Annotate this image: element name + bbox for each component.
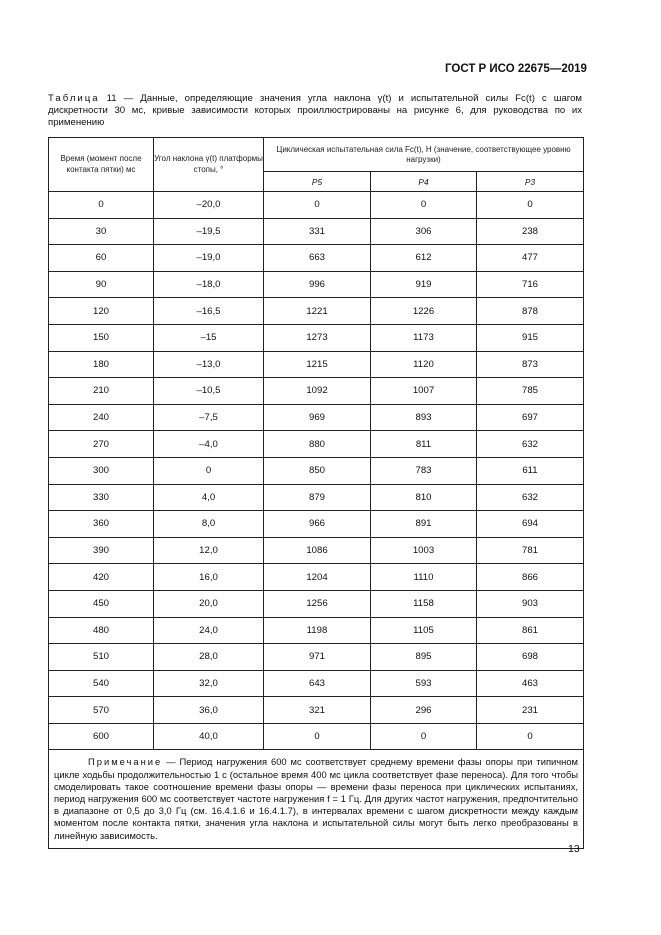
cell-time: 90 [49,271,154,298]
table-note [49,750,584,848]
cell-force-p5: 1215 [264,351,371,378]
cell-force-p5: 971 [264,644,371,671]
table-row [49,378,584,405]
cell-force-p5: 1204 [264,564,371,591]
cell-force-p4: 811 [371,431,477,458]
cell-time: 450 [49,590,154,617]
cell-angle: –19,0 [154,245,264,272]
header-level-p5: P5 [264,172,371,192]
cell-force-p3: 238 [477,218,584,245]
cell-force-p5: 0 [264,723,371,750]
cell-angle: 12,0 [154,537,264,564]
table-row [49,192,584,219]
cell-force-p4: 1120 [371,351,477,378]
cell-force-p3: 694 [477,511,584,538]
cell-force-p5: 969 [264,404,371,431]
cell-force-p4: 891 [371,511,477,538]
table-row [49,404,584,431]
page-number: 13 [568,843,580,855]
cell-time: 420 [49,564,154,591]
cell-time: 150 [49,324,154,351]
cell-angle: 28,0 [154,644,264,671]
cell-time: 510 [49,644,154,671]
cell-force-p3: 785 [477,378,584,405]
cell-force-p3: 878 [477,298,584,325]
cell-force-p4: 895 [371,644,477,671]
table-row [49,564,584,591]
cell-angle: 40,0 [154,723,264,750]
header-time: Время (момент после контакта пятки) мс [49,138,154,192]
table-row [49,457,584,484]
cell-force-p5: 1092 [264,378,371,405]
cell-angle: 20,0 [154,590,264,617]
table-row [49,617,584,644]
note-text: — Период нагружения 600 мс соответствует среднему времени фазы опоры при типичном цикле ходьбы продолжительностью 1 с (остальное время 400 мс цикла соответствует фазе переноса). Для того чтобы смоделировать такое соотношение времени фазы опоры — времени фазы переноса при циклических испытаниях, период нагружения 600 мс соответствует частоте нагружения f = 1 Гц. Для других частот нагружения, предпочтительно в диапазоне от 0,5 до 3,0 Гц (см. 16.4.1.6 и 16.4.1.7), в интервалах времени с шагом дискретности между каждым моментом после контакта пятки, значения угла наклона и испытательной силы могут быть легко преобразованы в линейную зависимость. [54,756,578,841]
cell-time: 30 [49,218,154,245]
cell-force-p5: 879 [264,484,371,511]
cell-force-p5: 880 [264,431,371,458]
header-force: Циклическая испытательная сила Fc(t), Н (значение, соответствующее уровню нагрузки) [264,138,584,172]
cell-angle: –10,5 [154,378,264,405]
cell-angle: 32,0 [154,670,264,697]
cell-force-p4: 783 [371,457,477,484]
cell-force-p3: 463 [477,670,584,697]
cell-force-p4: 1007 [371,378,477,405]
cell-force-p4: 810 [371,484,477,511]
cell-force-p5: 1086 [264,537,371,564]
cell-force-p5: 850 [264,457,371,484]
data-table [48,137,584,849]
cell-time: 240 [49,404,154,431]
standard-header: ГОСТ Р ИСО 22675—2019 [445,63,587,75]
cell-angle: –19,5 [154,218,264,245]
cell-force-p4: 1105 [371,617,477,644]
cell-time: 270 [49,431,154,458]
cell-force-p3: 0 [477,723,584,750]
cell-time: 330 [49,484,154,511]
table-row [49,324,584,351]
cell-force-p3: 697 [477,404,584,431]
cell-force-p3: 632 [477,484,584,511]
cell-force-p3: 231 [477,697,584,724]
table-caption [48,93,582,129]
cell-force-p5: 321 [264,697,371,724]
cell-force-p4: 0 [371,723,477,750]
cell-force-p5: 996 [264,271,371,298]
cell-time: 300 [49,457,154,484]
cell-force-p4: 1173 [371,324,477,351]
cell-force-p3: 0 [477,192,584,219]
cell-force-p5: 966 [264,511,371,538]
table-row [49,723,584,750]
caption-text: — Данные, определяющие значения угла наклона γ(t) и испытательной силы Fc(t) с шагом дискретности 30 мс, кривые зависимости которых проиллюстрированы на рисунке 6, для руководства по их применению [48,93,583,128]
cell-force-p5: 331 [264,218,371,245]
cell-force-p4: 306 [371,218,477,245]
cell-angle: –13,0 [154,351,264,378]
cell-force-p3: 866 [477,564,584,591]
cell-angle: –16,5 [154,298,264,325]
table-row [49,537,584,564]
cell-force-p3: 477 [477,245,584,272]
cell-angle: 0 [154,457,264,484]
cell-time: 120 [49,298,154,325]
cell-force-p5: 1273 [264,324,371,351]
cell-force-p4: 593 [371,670,477,697]
note-label: Примечание [88,756,163,768]
cell-force-p5: 1221 [264,298,371,325]
cell-angle: –15 [154,324,264,351]
cell-force-p4: 1003 [371,537,477,564]
cell-force-p5: 1198 [264,617,371,644]
table-row [49,697,584,724]
table-row [49,298,584,325]
cell-force-p3: 611 [477,457,584,484]
cell-force-p3: 632 [477,431,584,458]
cell-force-p4: 1110 [371,564,477,591]
cell-time: 600 [49,723,154,750]
caption-label: Таблица [48,93,100,104]
cell-force-p3: 873 [477,351,584,378]
table-row [49,644,584,671]
cell-angle: 4,0 [154,484,264,511]
cell-force-p3: 861 [477,617,584,644]
table-row [49,670,584,697]
header-angle: Угол наклона γ(t) платформы стопы, ° [154,138,264,192]
cell-angle: –7,5 [154,404,264,431]
cell-time: 60 [49,245,154,272]
cell-angle: 24,0 [154,617,264,644]
table-row [49,271,584,298]
cell-force-p4: 1158 [371,590,477,617]
cell-force-p4: 612 [371,245,477,272]
caption-number: 11 [106,93,117,104]
header-level-p4: P4 [371,172,477,192]
cell-force-p4: 296 [371,697,477,724]
cell-time: 180 [49,351,154,378]
cell-angle: –4,0 [154,431,264,458]
table-row [49,351,584,378]
cell-angle: 8,0 [154,511,264,538]
table-row [49,218,584,245]
table-row [49,484,584,511]
cell-force-p3: 915 [477,324,584,351]
cell-force-p3: 698 [477,644,584,671]
cell-angle: –18,0 [154,271,264,298]
cell-time: 480 [49,617,154,644]
cell-time: 390 [49,537,154,564]
table-row [49,431,584,458]
cell-time: 210 [49,378,154,405]
cell-angle: 36,0 [154,697,264,724]
cell-force-p5: 0 [264,192,371,219]
cell-force-p5: 643 [264,670,371,697]
table-row [49,590,584,617]
cell-time: 540 [49,670,154,697]
cell-force-p5: 1256 [264,590,371,617]
cell-force-p4: 1226 [371,298,477,325]
cell-force-p3: 781 [477,537,584,564]
cell-force-p3: 716 [477,271,584,298]
cell-force-p4: 919 [371,271,477,298]
cell-force-p5: 663 [264,245,371,272]
cell-time: 0 [49,192,154,219]
header-level-p3: P3 [477,172,584,192]
cell-angle: –20,0 [154,192,264,219]
cell-time: 360 [49,511,154,538]
cell-force-p4: 0 [371,192,477,219]
cell-time: 570 [49,697,154,724]
cell-force-p3: 903 [477,590,584,617]
cell-force-p4: 893 [371,404,477,431]
table-row [49,511,584,538]
table-row [49,245,584,272]
cell-angle: 16,0 [154,564,264,591]
